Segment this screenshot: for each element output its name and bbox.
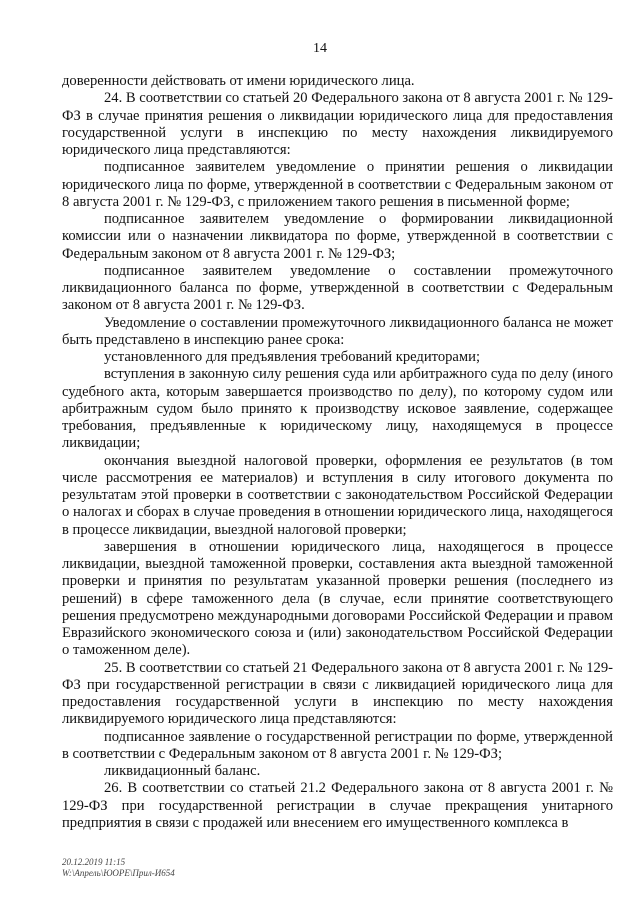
paragraph: подписанное заявителем уведомление о формировании ликвидационной комиссии или о назначении ликвидатора по форме, утвержденной в соответствии с Федеральным законом от 8 августа 2001 г. № 129-ФЗ;: [62, 211, 613, 262]
paragraph: 24. В соответствии со статьей 20 Федерального закона от 8 августа 2001 г. № 129-ФЗ в случае принятия решения о ликвидации юридического лица для предоставления государственной услуги в инспекцию по месту нахождения ликвидируемого юридического лица представляются:: [62, 90, 613, 158]
paragraph: подписанное заявителем уведомление о составлении промежуточного ликвидационного баланса по форме, утвержденной в соответствии с Федеральным законом от 8 августа 2001 г. № 129-ФЗ.: [62, 262, 613, 314]
paragraph: подписанное заявителем уведомление о принятии решения о ликвидации юридического лица по форме, утвержденной в соответствии с Федеральным законом от 8 августа 2001 г. № 129-ФЗ, с приложением такого решения в письменной форме;: [62, 159, 613, 210]
paragraph: ликвидационный баланс.: [104, 763, 261, 779]
paragraph: доверенности действовать от имени юридического лица.: [62, 73, 415, 89]
document-body: [62, 73, 613, 832]
paragraph: установленного для предъявления требований кредиторами;: [104, 349, 481, 365]
page-number: 14: [313, 41, 327, 56]
paragraph: 26. В соответствии со статьей 21.2 Федерального закона от 8 августа 2001 г. № 129-ФЗ при государственной регистрации в случае прекращения унитарного предприятия в связи с продажей или внесением его имущественного комплекса в: [62, 780, 613, 831]
paragraph: Уведомление о составлении промежуточного ликвидационного баланса не может быть представлено в инспекцию ранее срока:: [62, 314, 613, 348]
document-footer: [62, 857, 175, 879]
paragraph: вступления в законную силу решения суда или арбитражного суда по делу (иного судебного акта, которым завершается производство по делу), по которому судом или арбитражным судом было принято к производству исковое заявление, содержащее требования, предъявленные к юридическому лицу, находящемуся в процессе ликвидации;: [62, 366, 613, 452]
paragraph: подписанное заявление о государственной регистрации по форме, утвержденной в соответствии с Федеральным законом от 8 августа 2001 г. № 129-ФЗ;: [62, 728, 613, 762]
paragraph: завершения в отношении юридического лица, находящегося в процессе ликвидации, выездной таможенной проверки, составления акта выездной таможенной проверки и принятия по результатам указанной проверки решения (последнего из решений) в сфере таможенного дела (в случае, если принятие соответствующего решения предусмотрено международными договорами Российской Федерации и правом Евразийского экономического союза и (или) законодательством Российской Федерации о таможенном деле).: [62, 538, 613, 659]
footer-date: 20.12.2019 11:15: [62, 857, 126, 867]
paragraph: 25. В соответствии со статьей 21 Федерального закона от 8 августа 2001 г. № 129-ФЗ при государственной регистрации в связи с ликвидацией юридического лица для предоставления государственной услуги в инспекцию по месту нахождения ликвидируемого юридического лица представляются:: [62, 659, 613, 728]
paragraph: окончания выездной налоговой проверки, оформления ее результатов (в том числе рассмотрения ее материалов) и вступления в силу итогового документа по результатам этой проверки в соответствии с законодательством Российской Федерации о налогах и сборах в случае проведения в отношении юридического лица, находящегося в процессе ликвидации, выездной налоговой проверки;: [62, 452, 613, 538]
footer-file-path: W:\Апрель\ЮОРЕ\Прил-И654: [62, 868, 175, 878]
